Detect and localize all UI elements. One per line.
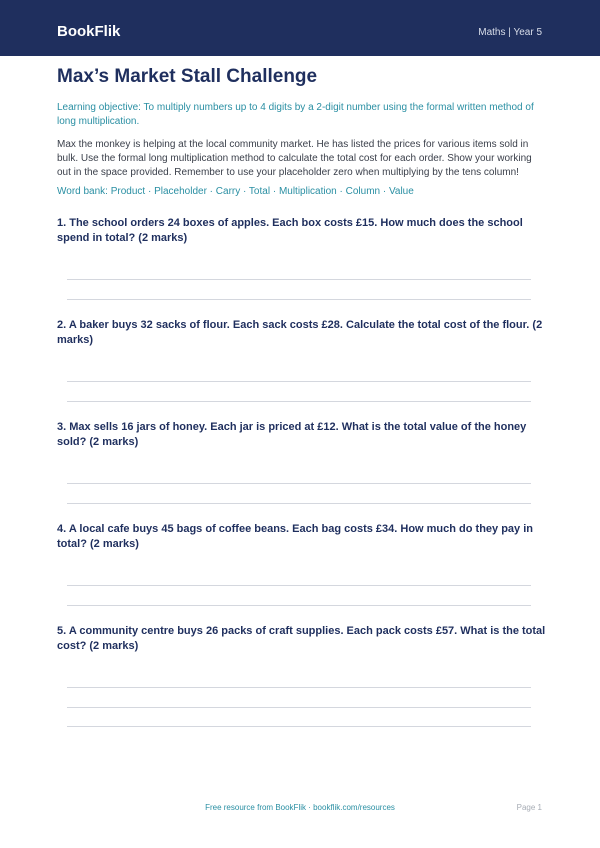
question-2: 2. A baker buys 32 sacks of flour. Each sack costs £28. Calculate the total cost of the flour. (2 marks) bbox=[57, 319, 543, 346]
subject-year-label: Maths | Year 5 bbox=[478, 27, 542, 38]
answer-line bbox=[67, 401, 531, 402]
answer-line bbox=[67, 687, 531, 688]
answer-line bbox=[67, 483, 531, 484]
answer-line bbox=[67, 503, 531, 504]
answer-line bbox=[67, 381, 531, 382]
page-header bbox=[0, 0, 600, 56]
intro-paragraph: Max the monkey is helping at the local community market. He has listed the prices for various items sold in bulk. Use the formal long multiplication method to calculate the total cost for each order. Show your working out in the space provided. Remember to use your placeholder zero when multiplying by the tens column! bbox=[57, 139, 532, 178]
question-3: 3. Max sells 16 jars of honey. Each jar is priced at £12. What is the total value of the honey sold? (2 marks) bbox=[57, 421, 527, 448]
question-1: 1. The school orders 24 boxes of apples. Each box costs £15. How much does the school spend in total? (2 marks) bbox=[57, 217, 523, 244]
footer-credit: Free resource from BookFlik · bookflik.com/resources bbox=[205, 803, 395, 812]
answer-line bbox=[67, 605, 531, 606]
answer-line bbox=[67, 299, 531, 300]
page-number: Page 1 bbox=[516, 803, 542, 812]
answer-line bbox=[67, 707, 531, 708]
worksheet-title: Max’s Market Stall Challenge bbox=[57, 66, 318, 87]
answer-line bbox=[67, 726, 531, 727]
brand-logo: BookFlik bbox=[57, 23, 121, 40]
answer-line bbox=[67, 585, 531, 586]
learning-objective: Learning objective: To multiply numbers up to 4 digits by a 2-digit number using the formal written method of long multiplication. bbox=[57, 102, 534, 127]
answer-line bbox=[67, 279, 531, 280]
question-5: 5. A community centre buys 26 packs of craft supplies. Each pack costs £57. What is the total cost? (2 marks) bbox=[57, 625, 546, 652]
word-bank: Word bank: Product · Placeholder · Carry · Total · Multiplication · Column · Value bbox=[57, 186, 414, 197]
question-4: 4. A local cafe buys 45 bags of coffee beans. Each bag costs £34. How much do they pay in total? (2 marks) bbox=[57, 523, 533, 550]
